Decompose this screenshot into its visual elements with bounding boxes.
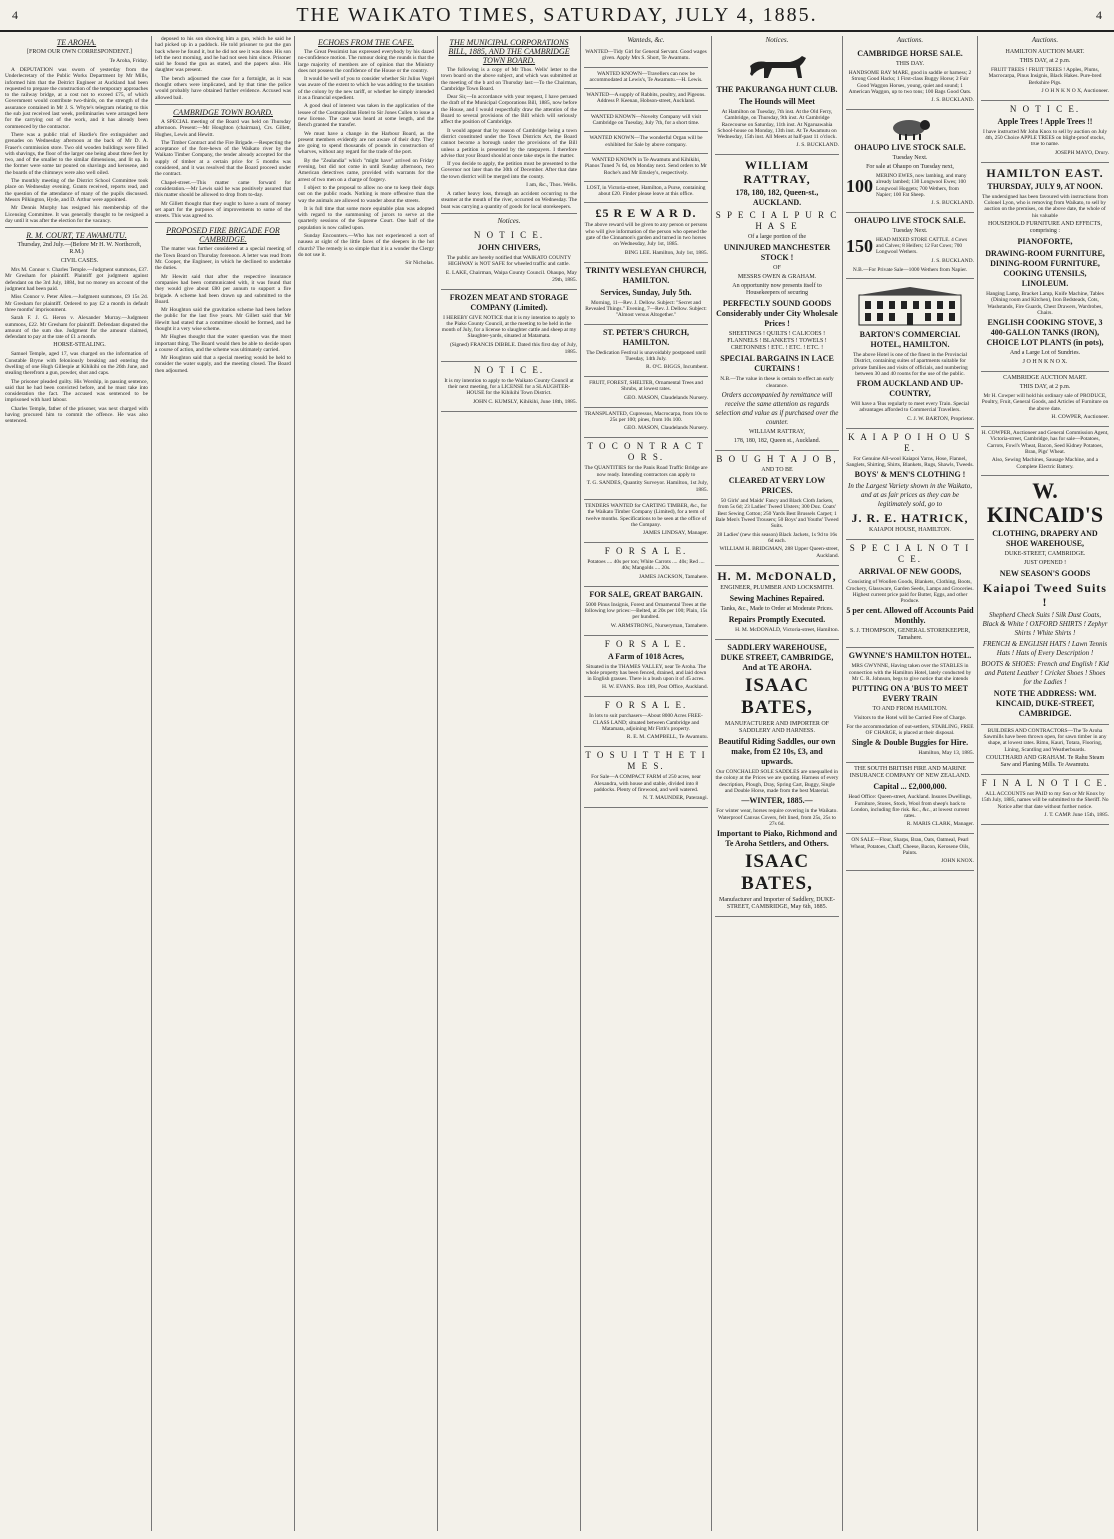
ohaupo-sheep-sale-ad <box>846 110 974 213</box>
subheading-civil-cases: CIVIL CASES. <box>60 258 99 265</box>
ad-text: SHEETINGS ! QUILTS ! CALICOES ! FLANNELS ! BLANKETS ! TOWELS ! CRETONNES ! ETC. ! ETC. ! ETC. ! <box>727 331 827 352</box>
commercial-hotel-ad <box>846 279 974 429</box>
ad-title: F O R S A L E. <box>604 638 688 649</box>
ad-highlight: Single & Double Buggies for Hire. <box>851 738 969 748</box>
ad-brand: ISAAC BATES, <box>741 851 813 895</box>
ad-title: OHAUPO LIVE STOCK SALE. <box>854 143 966 153</box>
ad-title: F I N A L N O T I C E. <box>981 778 1109 789</box>
column-signature: Sir Nicholas. <box>405 260 434 267</box>
column-7 <box>842 36 977 1531</box>
insurance-ad <box>846 763 974 834</box>
article-paragraph: Chapel-street.—This matter came forward for consideration.—Mr Lewis said he was positively assured that this matter should be allowed to drop from to-day. <box>155 179 291 199</box>
wanted-ad <box>584 89 708 111</box>
article-paragraph: We must have a change in the Harbour Board, as the present members evidently are not aware of their duty. They are going to spend thousands of pounds in construction of wharves, without any regard for the trade of the port. <box>298 130 434 156</box>
ad-subtitle: CLOTHING, DRAPERY AND SHOE WAREHOUSE, <box>992 528 1098 548</box>
column-6 <box>711 36 842 1531</box>
ad-highlight: Important to Piako, Richmond and Te Aroha Settlers, and Others. <box>716 829 838 849</box>
hound-illustration-icon <box>742 52 812 82</box>
ad-text: TO AND FROM HAMILTON. <box>872 706 948 713</box>
ad-text: I have instructed Mr John Knox to sell by auction on July 4th, 250 Choice APPLE TREES on blight-proof stocks, true to name. <box>982 128 1108 148</box>
article-paragraph: It would be well of you to consider whether Sir Julius Vogel was aware of the extent to which he was adding to the taxation of the colony by the new tariff, or whether he simply intended it as a financial expedient. <box>298 76 434 102</box>
ad-signature: N. T. MAUNDER, Paterangi. <box>642 795 708 802</box>
article-paragraph: A SPECIAL meeting of the Board was held on Thursday afternoon. Present:—Mr Houghton (chairman), Crs. Gillett, Hughes, Lewis and Hewitt. <box>155 118 291 138</box>
for-sale-ad <box>584 747 708 808</box>
ad-signature: R. E. M. CAMPBELL, Te Awamutu. <box>626 734 708 741</box>
heading-rm-court: R. M. COURT, TE AWAMUTU. <box>26 231 127 241</box>
ad-text: Situated in the THAMES VALLEY, near Te Aroha. The whole property has been fenced, drained, and laid down in English grasses. There is a bush upon it of 45 acres. <box>585 663 707 683</box>
ad-text: Morning, 11—Rev. J. Dellow. Subject: "Secret and Revealed Things." Evening, 7—Rev. J. Dellow. Subject: "Almost versus Altogether." <box>585 299 707 319</box>
nursery-ad <box>584 377 708 408</box>
article-paragraph: Mr Hughes thought that the water question was the most important thing. The Board would then be able to decide upon a course of action, and the scheme was ultimately carried. <box>155 334 291 353</box>
article-paragraph: Dear Sir,—In accordance with your request, I have perused the draft of the Municipal Corporations Bill, 1885, now before the House, and I would respectfully draw the attention of the Board to several provisions of the Bill which will seriously affect the position of Cambridge. <box>441 94 577 126</box>
ad-signature: NOTE THE ADDRESS: WM. KINCAID, DUKE-STREET, CAMBRIDGE. <box>993 688 1097 718</box>
divider <box>155 222 291 223</box>
ad-subtitle: THIS DAY, at 2 p.m. <box>1019 58 1071 64</box>
for-sale-ad <box>584 697 708 747</box>
ad-text: WANTED KNOWN—Travellers can now be accommodated at Lewis's, Te Awamutu.—H. Lewis. <box>589 70 703 83</box>
ad-title: GWYNNE'S HAMILTON HOTEL. <box>848 651 972 661</box>
dateline: Te Aroha, Friday. <box>109 58 148 64</box>
ad-text: For winter wear, horses require covering in the Waikato. Waterproof Canvas Covers, felt lined, from 25s, 25s to 27s 6d. <box>716 808 838 827</box>
ad-text: The QUANTITIES for the Panis Road Traffic Bridge are now ready. Intending contractors can apply to <box>584 465 708 478</box>
ad-highlight: HOUSEHOLD FURNITURE AND EFFECTS, comprising : <box>987 220 1102 234</box>
ad-signature: J. S. BUCKLAND. <box>931 257 974 264</box>
ad-text: For Sale—A COMPACT FARM of 250 acres, near Alexandra, with house and stable, divided into 8 paddocks. Plenty of firewood, and well watered. <box>591 774 701 793</box>
notice-text: The public are hereby notified that WAIKATO COUNTY HIGHWAY is NOT SAFE for wheeled traffic and cattle. <box>446 254 572 268</box>
sheep-illustration-icon <box>885 116 935 140</box>
ad-title: CAMBRIDGE HORSE SALE. <box>857 49 963 58</box>
ad-highlight: ARRIVAL OF NEW GOODS, <box>858 567 962 577</box>
ad-signature: J. S. BUCKLAND. <box>931 97 974 104</box>
column-4 <box>437 36 580 1531</box>
ohaupo-cattle-sale-ad <box>846 213 974 279</box>
ad-text: Potatoes .... 40s per ton; White Carrots .... 40s; Red .... 40s; Mangolds .... 20s. <box>587 559 705 572</box>
ad-text: LOST, in Victoria-street, Hamilton, a Purse, containing about £20. Finder please leave at this office. <box>586 184 706 198</box>
reward-ad <box>584 203 708 262</box>
special-notice-ad <box>846 540 974 648</box>
ad-signature: GEO. MASON, Claudelands Nursery. <box>624 425 708 432</box>
article-paragraph: By the "Zealandia" which "might have" arrived on Friday evening, but did not come in until Sunday afternoon, two American detectives came, provided with warrants for the arrest of two men on a charge of forgery. <box>298 157 434 183</box>
notice-title: FROZEN MEAT AND STORAGE COMPANY (Limited). <box>449 292 569 312</box>
article-paragraph: I object to the proposal to allow no one to keep their dogs out on the public roads. Nothing is more offensive than the way the animals are allowed to wander about the streets. <box>298 184 434 204</box>
ad-title: CAMBRIDGE AUCTION MART. <box>1003 375 1087 382</box>
ad-text: HANDSOME BAY MARE, good in saddle or harness; 2 Strong Good Hacks; 1 First-class Buggy Horse; 2 Fair Good Waggon Horses, young, quiet and sound; 1 American Waggon, up to two tons; 100 Bags Good Oats. <box>848 70 972 95</box>
ad-highlight: PERFECTLY SOUND GOODS Considerably under City Wholesale Prices ! <box>716 299 838 329</box>
ad-signature: WILLIAM RATTRAY, <box>748 429 805 436</box>
ad-text: Shepherd Check Suits ! Silk Dust Coats, Black & White ! OXFORD SHIRTS ! Zephyr Shirts ! White Shirts ! <box>982 610 1108 637</box>
ad-signature: JOHN KNOX. <box>941 858 974 865</box>
section-auctions: Auctions. <box>896 36 924 44</box>
ad-highlight: —WINTER, 1885.— <box>741 796 813 806</box>
ad-text: MRS GWYNNE, Having taken over the STABLES in connection with the Hamilton Hotel, lately conducted by Mr C. R. Johnson, begs to give notice that she intends <box>848 663 972 683</box>
ad-text: For Genuine All-wool Kaiapoi Yarns, Hose, Flannel, Sanglets, Shirting, Shirts, Blankets, Rugs, Shawls, Tweeds. <box>846 455 974 468</box>
ad-title: S P E C I A L N O T I C E. <box>849 543 971 565</box>
ad-address: 178, 180, 182, Queen st., Auckland. <box>733 438 821 445</box>
ad-highlight: 5 per cent. Allowed off Accounts Paid Monthly. <box>846 606 974 626</box>
ad-text: Also, Sewing Machines, Sausage Machine, and a Complete Electric Battery. <box>991 457 1099 470</box>
ad-text: FRUIT, FOREST, SHELTER, Ornamental Trees and Shrubs, at lowest rates. <box>589 380 703 393</box>
ad-signature: R. MARIS CLARK, Manager. <box>906 821 974 828</box>
cambridge-auction-mart-ad <box>981 372 1109 427</box>
ad-subtitle: Services, Sunday, July 5th. <box>600 287 692 297</box>
ad-signature: H. M. McDONALD, Victoria-street, Hamilton. <box>735 627 839 634</box>
ad-text: Tanks, &c., Made to Order at Moderate Prices. <box>720 606 834 613</box>
notice-signature: (Signed) FRANCIS DIBBLE. Dated this first day of July, 1885. <box>449 341 577 355</box>
article-paragraph: If you decide to apply, the petition must be presented to the Governor not later than the 30th of December. After that date the town district will be merged into the county. <box>441 161 577 180</box>
heading-cambridge-town-board: CAMBRIDGE TOWN BOARD. <box>172 107 274 117</box>
notice-text: It is my intention to apply to the Waikato County Council at their next meeting, for a LICENSE for a SLAUGHTER-HOUSE for the Kihikihi Town District. <box>444 377 574 397</box>
notice-slaughter-house <box>441 362 577 412</box>
kaiapoi-house-ad <box>846 429 974 541</box>
ad-brand: J. R. E. HATRICK, <box>851 511 969 526</box>
ad-text: FRUIT TREES ! FRUIT TREES ! Apples, Plums, Macrocarpa, Pinus Insignis, Black Hakes. Pure-bred Berkshire Pigs. <box>988 67 1102 86</box>
ad-signature: COULTHARD AND GRAHAM. Te Rahu Steam Saw and Planing Mills. Te Awamutu. <box>985 755 1105 769</box>
article-paragraph: Miss Connor v. Peter Allen.—Judgment summons, £9 15s 2d. Mr Gresham for plaintiff. Ordered to pay £2 a month in default three months' imprisonment. <box>5 294 148 313</box>
ad-text: The undersigned has been favoured with instructions from Colonel Lyon, who is removing from Waikato, to sell by auction on the premises, on the above date, the whole of his valuable <box>982 193 1108 219</box>
ad-text: For sale at Ohaupo on Tuesday next, <box>866 164 954 171</box>
notice-frozen-meat <box>441 290 577 362</box>
heading-fire-brigade: PROPOSED FIRE BRIGADE FOR CAMBRIDGE. <box>166 226 280 245</box>
page-number-left: 4 <box>12 8 18 22</box>
ad-title: H. M. McDONALD, <box>717 569 837 584</box>
ad-signature: J. S. BUCKLAND. <box>796 142 839 149</box>
hamilton-east-sale-ad <box>981 163 1109 372</box>
ad-text: An opportunity now presents itself to Housekeepers of securing <box>732 283 822 297</box>
ad-text: JUST OPENED ! <box>1023 559 1067 566</box>
ad-text: ON SALE—Flour, Sharps, Bran, Oats, Oatmeal, Pearl Wheat, Potatoes, Chaff, Cheese, Bacon, Kerosene Oils, Paints. <box>850 837 970 857</box>
article-paragraph: A good deal of interest was taken in the application of the lessee of the Cosmopolitan Hotel to Sir Jones Cullen to issue a new license. The case was heard at some length, and the Bench granted the transfer. <box>298 103 434 129</box>
ad-highlight: PIANOFORTE, <box>1017 236 1073 246</box>
article-paragraph: It would appear that by reason of Cambridge being a town district constituted under the Town Districts Act, the Board cannot become a borough under the provisions of the Bill unless a petition is presented by the ratepayers. I therefore advise that your Board should at once take steps in the matter. <box>441 127 577 159</box>
ad-text: In the Largest Variety shown in the Waikato, and at as fair prices as they can be legitimately sold, go to <box>848 482 972 509</box>
divider <box>441 213 577 214</box>
heading-echoes-from-the-cafe: ECHOES FROM THE CAFE. <box>318 38 414 47</box>
for-sale-ad <box>584 543 708 587</box>
ad-text: ALL ACCOUNTS not PAID to my Son or Mr Knox by 15th July, 1885, names will be submitted to the Sheriff. No Notice after that date without further notice. <box>981 791 1109 810</box>
masthead <box>0 0 1114 32</box>
reward-amount: £5 R E W A R D. <box>595 206 697 221</box>
ad-title: T O C O N T R A C T O R S. <box>587 441 705 463</box>
article-paragraph: Sarah F. J. G. Heron v. Alexander Murray.—Judgment summons, £22. Mr Gresham for plaintiff. Defendant disputed the amount of the sum due. Judgment for the amount claimed, defendant to pay at the rate of £1 a month. <box>5 315 148 341</box>
wanted-ad <box>584 111 708 133</box>
ad-subtitle: ENGINEER, PLUMBER AND LOCKSMITH. <box>720 585 834 592</box>
letter-signature: I am, &c., Thos. Wells. <box>526 182 577 189</box>
wanted-ad <box>584 68 708 90</box>
ad-text: And a Large Lot of Sundries. <box>1009 350 1081 357</box>
column-1 <box>2 36 151 1531</box>
ad-subtitle: A Farm of 1018 Acres, <box>607 651 685 661</box>
ad-signature: J. S. BUCKLAND. <box>931 200 974 206</box>
ad-signature: GEO. MASON, Claudelands Nursery. <box>624 394 708 401</box>
ad-title: THE SOUTH BRITISH FIRE AND MARINE INSURANCE COMPANY OF NEW ZEALAND. <box>849 766 971 780</box>
ad-subtitle: The Hounds will Meet <box>739 97 815 106</box>
ad-highlight: NEW SEASON'S GOODS <box>999 568 1091 578</box>
ad-address: 178, 180, 182, Queen-st., AUCKLAND. <box>735 188 819 208</box>
article-paragraph: Mr Houghton said the gravitation scheme had been before the public for the last five years. Mr Gillett said that Mr Hewitt had stated that a committee should be formed, and he thought it a very wise scheme. <box>155 307 291 332</box>
ad-signature: JAMES LINDSAY, Manager. <box>642 530 708 537</box>
ad-text: Consisting of Woollen Goods, Blankets, Clothing, Boots, Crockery, Glassware, Garden Seeds, Lamps and Groceries. Highest current price paid for Butter, Eggs, and other Produce. <box>846 579 974 605</box>
heading-municipal-corporations: THE MUNICIPAL CORPORATIONS BILL, 1885, AND THE CAMBRIDGE TOWN BOARD. <box>448 38 570 65</box>
article-paragraph: There was a public trial of Hardie's fire extinguisher and grenades on Wednesday afternoon at the back of Mr D. A. Fraser's commission store. Two old wooden buildings were filled with shavings, the floor of the larger one being about three feet by two, and of the smaller to the similar dimensions, and lit up. In the former were some tar poured on shavings and kerosene, and the boards of the chimneys were also well oiled. <box>5 131 148 176</box>
ad-title: N O T I C E. <box>1009 103 1081 114</box>
section-notices: Notices. <box>765 36 789 44</box>
divider <box>5 227 148 228</box>
notice-title: N O T I C E. <box>473 229 545 240</box>
ad-text: Will have a 'Bus regularly to meet every Train. Special advantages afforded to Commercial Travellers. <box>850 401 970 414</box>
ad-title: OHAUPO LIVE STOCK SALE. <box>854 216 966 225</box>
hamilton-auction-mart-ad <box>981 46 1109 101</box>
ad-title: SADDLERY WAREHOUSE, DUKE STREET, CAMBRIDGE, And at TE AROHA. <box>720 643 834 673</box>
heading-te-aroha: TE AROHA. <box>56 38 97 47</box>
article-paragraph: The following is a copy of Mr Thos. Wells' letter to the town board on the above subject, and which was submitted at the meeting of the b ard on Thursday last:—To the Chairman, Cambridge Town Board. <box>441 67 577 92</box>
ad-text: Of a large portion of the <box>747 234 807 241</box>
article-paragraph: The matter was further considered at a special meeting of the Town Board on Thursday forenoon. A letter was read from Mr. Cooper, the Engineer, in which he declined to undertake the duties. <box>155 246 291 272</box>
ad-highlight: CLEARED AT VERY LOW PRICES. <box>728 476 826 496</box>
ad-text: OF <box>773 265 781 272</box>
ad-text: FRENCH & ENGLISH HATS ! Lawn Tennis Hats ! Hats of Every Description ! <box>982 639 1108 657</box>
article-paragraph: Mr Houghton said that a special meeting would be held to consider the water supply, and the meeting closed. The Board then adjourned. <box>155 355 291 374</box>
ad-text: The above Hotel is one of the finest in the Provincial District, containing suites of apartments suitable for private families and visits of officials, and numbering between 30 and 40 rooms for the use of the public. <box>852 351 968 377</box>
page-number-right: 4 <box>1096 8 1102 22</box>
bought-a-job-ad <box>715 451 839 566</box>
sale-lot <box>846 237 974 256</box>
article-paragraph: The bench adjourned the case for a fortnight, as it was thought others were implicated, and by that time the police would probably have obtained further evidence. Accused was allowed bail. <box>155 75 291 101</box>
lost-ad <box>584 182 708 204</box>
court-date: Thursday, 2nd July.—(Before Mr H. W. Northcroft, R.M.) <box>17 242 142 256</box>
ad-title: F O R S A L E. <box>604 700 688 711</box>
ad-text: For the accommodation of out-settlers, STABLING, FREE OF CHARGE, is placed at their disposal. <box>846 723 974 736</box>
isaac-bates-ad <box>715 640 839 917</box>
ad-highlight: Kaiapoi Tweed Suits ! <box>983 580 1107 609</box>
ad-brand: ISAAC BATES, <box>741 675 813 719</box>
article-paragraph: Charles Temple, father of the prisoner, was next charged with having procured him to commit the offence. He was also sentenced. <box>5 405 148 425</box>
ad-highlight: SPECIAL BARGAINS IN LACE CURTAINS ! <box>720 354 834 374</box>
lot-description: MERINO EWES, now lambing, and many already lambed; 130 Longwool Ewes; 100 Longwool Hoggets; 700 Wethers, from Napier; 100 Fat Sheep. <box>876 173 967 198</box>
subheading-horse-stealing: HORSE-STEALING. <box>53 342 106 349</box>
for-sale-ad <box>584 636 708 698</box>
wanted-ad <box>584 46 708 68</box>
ad-text: TRANSPLANTED, Cupressus, Macrocarpa, from 10s to 25s per 100; pines, from 10s 100. <box>584 410 708 424</box>
ad-highlight: BOYS' & MEN'S CLOTHING ! <box>854 470 966 480</box>
notice-text: I HEREBY GIVE NOTICE that it is my intention to apply to the Piako County Council, at the meeting to be held in the month of July, for a license to slaughter cattle and sheep at my Slaughter-yards, situated at Matamata. <box>441 314 577 340</box>
nursery-ad <box>584 408 708 439</box>
ad-signature: JOSEPH MAYO, Drury. <box>1054 149 1109 156</box>
ad-title: K A I A P O I H O U S E. <box>848 431 972 453</box>
ad-signature: J. T. CAMP. June 15th, 1885. <box>1044 811 1109 818</box>
ad-highlight: ENGLISH COOKING STOVE, 3 400-GALLON TANKS (IRON), CHOICE LOT PLANTS (in pots), <box>986 318 1104 348</box>
ad-text: 50 Girls' and Maids' Fancy and Black Cloth Jackets, from 5s 6d; 23 Ladies' Tweed Ulsters; 300 Doz. Coats' Best Sewing Cotton; 250 Yards Best Brussels Carpet; 1 Bale Men's Tweed Trousers; 50 Boys' and Youths' Tweed Suits. <box>715 498 839 530</box>
ad-signature: Hamilton, May 13, 1885. <box>918 750 974 757</box>
article-paragraph: Mr Gillett thought that they ought to have a sum of money set apart for the purposes of improvements to some of the streets. This was agreed to. <box>155 200 291 220</box>
contractors-ad <box>584 438 708 500</box>
notice-name: JOHN CHIVERS, <box>477 242 541 252</box>
ad-title: BARTON'S COMMERCIAL HOTEL, HAMILTON. <box>859 329 961 349</box>
article-paragraph: A DEPUTATION was sworn of yesterday from the Underlecretary of the Public Works Department by Mr Mills, informed him that the Deitrict Engineer at Auckland had been requested to prepare the construction of the temporary approaches to the railway bridge, at a cost not to exceed £75, of which Government would contribute two-thirds, on the strength of the assurance contained in Mr J. S. Whyte's telegram relating to this the sub just received last week, preliminaries were arranged here for the carrying out of the work, and it has already been commenced by the contractor. <box>5 67 148 130</box>
apple-trees-notice-ad <box>981 101 1109 163</box>
article-paragraph: A rather heavy loss, through an accident occurring to the steamer at the mouth of the river, occurred on Wednesday. The boat was carrying a quantity of goods for local storekeepers. <box>441 191 577 210</box>
ad-text: The Dedication Festival is unavoidably postponed until Tuesday, 14th July. <box>586 349 706 362</box>
article-paragraph: Mrs M. Connor v. Charles Temple.—Judgment summons, £37. Mr Gresham for plaintiff. Plaintiff got judgment against defendant on the 3rd July, 1884, but no money on account of the judgment had been paid. <box>5 267 148 293</box>
ad-title: FOR SALE, GREAT BARGAIN. <box>589 589 703 599</box>
on-sale-ad <box>846 834 974 871</box>
ad-signature: H. W. EVANS. Box 189, Post Office, Auckland. <box>602 684 708 691</box>
article-paragraph: Mr Dennis Murphy has resigned his membership of the Licensing Committee. It was generally thought to be resigned a day until it was after the election for the vacancy. <box>5 205 148 224</box>
ad-signature: H. COWPER, Auctioneer. <box>1051 414 1109 421</box>
rattray-ad <box>715 155 839 451</box>
notice-waikato-county <box>441 227 577 290</box>
ad-title: T O S U I T T H E T I M E S. <box>585 750 707 772</box>
article-paragraph: Mr Hewitt said that after the respective insurance companies had been communicated with, it was found that they would give about £80 per annum to support a fire brigade. A scheme had been drawn up and submitted to the Board. <box>155 273 291 305</box>
article-paragraph: deposed to his son showing him a gun, which he said he had picked up in a paddock. He told prisoner to put the gun back where he found it, but he did not see it was done. His son left the next morning, and he had not seen him since. Prisoner said he found the gun as stated, and the papers also. His daughter was present. <box>155 36 291 74</box>
ad-text: Mr H. Cowper will hold his ordinary sale of PRODUCE, Poultry, Fruit, General Goods, and Articles of Furniture on the above date. <box>981 393 1109 412</box>
notice-title: N O T I C E. <box>473 364 545 375</box>
article-paragraph: The Great Pessimist has expressed everybody by his dazed no-confidence motion. The rumour doing the rounds is that the large majority of members are of opinion that the Ministry does not possess the confidence of the House or the country. <box>298 49 434 74</box>
ad-text: WANTED—A supply of Rabbits, poultry, and Pigeons. Address P. Keenan, Hobson-street, Auckland. <box>586 92 706 105</box>
ad-subtitle: Tuesday Next. <box>892 155 928 162</box>
ad-signature: S. J. THOMPSON, GENERAL STOREKEEPER, Tamahere. <box>850 628 970 642</box>
article-paragraph: The Timber Contract and the Fire Brigade.—Respecting the acceptance of the fore-hewn of the Waikato river by the Waikato Timber Company, the tender already accepted for the supply of timber at a certain price for 5 months was considered, and it was resolved that the Board proceed under the contract. <box>155 139 291 178</box>
ad-text: The above reward will be given to any person or persons who will give information of the person who opened the gate of the Cinnamon's garden and turned in two horses on Wednesday, July 1st, 1885. <box>584 222 708 248</box>
cowper-agent-ad <box>981 427 1109 476</box>
ad-signature: J O H N K N O X. <box>1022 359 1068 366</box>
ad-signature: T. G. SANDES, Quantity Surveyor. Hamilton, 1st July, 1885. <box>586 479 708 493</box>
ad-text: Visitors to the Hotel will be Carried Free of Charge. <box>853 715 967 722</box>
ad-highlight: PUTTING ON A 'BUS TO MEET EVERY TRAIN <box>852 684 968 704</box>
ad-highlight: Beautiful Riding Saddles, our own make, from £2 10s, £3, and upwards. <box>718 737 836 767</box>
ad-text: AND TO BE <box>761 467 793 474</box>
ad-signature: C. J. W. BARTON, Proprietor. <box>907 415 974 422</box>
ad-subtitle: THURSDAY, JULY 9, AT NOON. <box>987 181 1103 191</box>
ad-text: WANTED—Tidy Girl for General Servant. Good wages given. Apply Mrs S. Short, Te Awamutu. <box>585 49 707 62</box>
hotel-building-illustration-icon <box>855 285 965 327</box>
ad-text: N.B.—The value in these is certain to effect an early clearance. <box>720 376 834 389</box>
ad-signature: R. O'C. BIGGS, Incumbent. <box>646 364 708 371</box>
ad-text: 28 Ladies' (new this season) Black Jackets, 1s 9d to 16s 6d each. <box>716 531 838 544</box>
ad-highlight: Apple Trees ! Apple Trees !! <box>997 116 1093 126</box>
notice-signature: JOHN C. KUMSLY, Kihikihi, June 18th, 1885. <box>472 398 577 405</box>
ad-text: BOOTS & SHOES: French and English ! Kid and Patent Leather ! Cricket Shoes ! Shoes for the Ladies ! <box>981 659 1109 686</box>
kincaid-ad <box>981 476 1109 725</box>
ad-text: Our CONCHALED SOLE SADDLES are unequalled in the colony at the Prices we are quoting. Harness of every description, Plough, Dray, Spring Cart, Buggy, Single and Double Horse, made from the best Material. <box>715 769 839 795</box>
ad-text: WANTED KNOWN—Novelty Company will visit Cambridge on Tuesday, July 7th, for a short time. <box>590 113 702 127</box>
ad-title: ST. PETER'S CHURCH, HAMILTON. <box>602 327 690 347</box>
ad-subtitle: MANUFACTURER AND IMPORTER OF SADDLERY AND HARNESS. <box>724 721 830 735</box>
gwynne-hotel-ad <box>846 648 974 763</box>
column-3 <box>294 36 437 1531</box>
ad-highlight: DRAWING-ROOM FURNITURE, DINING-ROOM FURNITURE, COOKING UTENSILS, LINOLEUM. <box>985 248 1105 288</box>
church-ad-st-peters <box>584 325 708 378</box>
lot-number: 150 <box>846 236 873 257</box>
wanted-ad <box>584 132 708 154</box>
ad-brand: W. KINCAID'S <box>986 477 1104 527</box>
article-paragraph: Sunday Encounters.—Who has not experienced a sort of nausea at sight of the little faces of the sleepers in the hot church? The remedy is so simple that it is a wonder the Clergy do not use it. <box>298 233 434 258</box>
ad-text: N.B.—For Private Sale—1000 Wethers from Napier. <box>852 266 968 273</box>
ad-signature: WILLIAM H. BRIDGMAN, 288 Upper Queen-street, Auckland. <box>719 546 839 560</box>
section-wanteds: Wanteds, &c. <box>627 36 665 44</box>
article-paragraph: It is full time that some more equitable plan was adopted with regard to the summoning of jurors to serve at the quarterly sessions of the Supreme Court. One half of the population is now called upon. <box>298 205 434 231</box>
ad-title: HAMILTON EAST. <box>986 165 1104 180</box>
ad-text: TENDERS WANTED for CARTING TIMBER, &c., for the Waikato Timber Company (Limited), for a term of twelve months. Specifications to be seen at the office of the Company. <box>584 502 708 528</box>
ad-subtitle: Tuesday Next. <box>892 228 928 234</box>
lot-description: HEAD MIXED STORE CATTLE. 4 Cows and Calves; 8 Heifers; 12 Fat Cows; 700 Longwool Wethers. <box>876 237 968 256</box>
ad-signature: W. ARMSTRONG, Nurseryman, Tamahere. <box>610 622 708 629</box>
column-5 <box>580 36 711 1531</box>
ad-highlight: Capital ... £2,000,000. <box>873 782 947 792</box>
ad-signature: BING LEE. Hamilton, July 1st, 1885. <box>624 249 708 256</box>
ad-signature: Manufacturer and Importer of Saddlery, DUKE-STREET, CAMBRIDGE, May 6th, 1885. <box>719 897 835 911</box>
ad-text: Head Office: Queen-street, Auckland. Insures Dwellings, Furniture, Stores, Stock, Wool from sheep's back to London, including fire risk. &c., &c., at lowest current rates. <box>848 794 972 820</box>
church-ad-trinity <box>584 263 708 325</box>
ad-text: Hanging Lamp, Bracket Lamp, Knife Machine, Tables (Dining room and Kitchen), Iron Bedsteads, Cots, Washstands, Fire Guards, Chest Drawers, Wardrobes, Chairs. <box>986 290 1104 316</box>
ad-title: WILLIAM RATTRAY, <box>743 158 811 187</box>
ad-highlight: Sewing Machines Repaired. <box>729 594 825 604</box>
ad-highlight: FROM AUCKLAND AND UP-COUNTRY, <box>856 379 964 399</box>
ad-title: HAMILTON AUCTION MART. <box>1005 49 1085 55</box>
correspondent-note: [FROM OUR OWN CORRESPONDENT.] <box>27 49 132 55</box>
tenders-ad <box>584 500 708 543</box>
notice-signature: E. LAKE, Chairman, Waipa County Council. Ohaupo, May 29th, 1885. <box>445 269 577 283</box>
final-notice-ad <box>981 775 1109 825</box>
lot-number: 100 <box>846 175 873 196</box>
ad-text: At Hamilton on Tuesday, 7th inst. At the Old Ferry, Cambridge, on Thursday, 9th inst. At Cambridge Racecourse on Saturday, 11th inst. At Ngaruawahia School-house on Monday, 13th inst. At Te Awamutu on Wednesday, 15th inst. All Meets at half-past 11 o'clock. <box>717 109 837 141</box>
ad-text: Orders accompanied by remittance will receive the same attention as regards selection and value as if purchased over the counter. <box>715 391 839 427</box>
ad-text: WANTED KNOWN—The wonderful Organ will be exhibited for Sale by above company. <box>589 135 703 148</box>
hunt-club-ad <box>715 46 839 155</box>
ad-signature: JAMES JACKSON, Tamahere. <box>638 573 708 580</box>
ad-subtitle: S P E C I A L P U R C H A S E <box>715 210 839 232</box>
ad-text: BUILDERS AND CONTRACTORS—The Te Aroha Sawmills have been thrown open, for sawn timber in any shape, at lowest rates. Rimu, Kauri, Totara, Flooring, Lining, Scantling and Weatherboards. <box>983 727 1107 753</box>
ad-address: DUKE-STREET, CAMBRIDGE. <box>1004 550 1086 557</box>
sale-lot <box>846 173 974 198</box>
ad-title: TRINITY WESLEYAN CHURCH, HAMILTON. <box>585 265 707 285</box>
ad-highlight: UNINJURED MANCHESTER STOCK ! <box>723 243 831 263</box>
ad-subtitle: THIS DAY, at 2 p.m. <box>1019 384 1071 391</box>
ad-title: B O U G H T A J O B, <box>716 454 838 465</box>
builders-ad <box>981 725 1109 775</box>
article-paragraph: The monthly meeting of the District School Committee took place on Wednesday evening. Grants received, reports read, and the question of the attendance of many of the pupils discussed. Messrs Pilkington, Hyde, and D. Arthur were appointed. <box>5 178 148 203</box>
section-auctions: Auctions. <box>1031 36 1059 44</box>
ad-text: 5000 Pinus Insignis, Forest and Ornamental Trees at the following low prices:—Belted, at 20s per 100; Plain, 15s per hundred. <box>584 601 708 621</box>
ad-highlight: Repairs Promptly Executed. <box>728 615 826 625</box>
for-sale-ad <box>584 587 708 636</box>
ad-title: THE PAKURANGA HUNT CLUB. <box>716 85 838 94</box>
ad-text: H. COWPER, Auctioneer and General Commission Agent, Victoria-street, Cambridge, has for sale—Potatoes, Carrots, Fowl's Wheat, Bacon, Seed Kidney Potatoes, Bran, Pigs' Wheat. <box>981 430 1109 455</box>
article-paragraph: Samuel Temple, aged 17, was charged on the information of Constable Bryne with feloniously breaking and entering the dwelling of one Hugh Gillespie at Kihikihi on the 26th June, and stealing therefrom a gun, powder, shot and caps. <box>5 351 148 377</box>
ad-text: MESSRS OWEN & GRAHAM. <box>737 274 817 281</box>
column-2 <box>151 36 294 1531</box>
divider <box>155 104 291 105</box>
ad-text: WANTED KNOWN in Te Awamutu and Kihikihi, Pianos Tuned 7s 6d, on Monday next. Send orders to Mr Roche's and Mr Emsley's, respectively. <box>585 156 707 176</box>
wanted-ad <box>584 154 708 182</box>
ad-text: In lots to suit purchasers—About 8000 Acres FREE-CLASS LAND; situated between Cambridge and Matamata, adjoining Mr Firth's property. <box>589 713 703 733</box>
mcdonald-ad <box>715 566 839 640</box>
article-paragraph: The prisoner pleaded guilty. His Worship, in passing sentence, said that he had been convicted before, and he must take into consideration the fact. The accused was sentenced to be imprisoned with hard labour. <box>5 378 148 404</box>
ad-signature: KAIAPOI HOUSE, HAMILTON. <box>868 527 951 534</box>
column-8 <box>977 36 1112 1531</box>
cambridge-horse-sale-ad <box>846 46 974 110</box>
ad-title: F O R S A L E. <box>604 546 688 557</box>
ad-signature: J O H N K N O X, Auctioneer. <box>1041 87 1109 94</box>
ad-subtitle: THIS DAY. <box>895 61 924 67</box>
newspaper-title: THE WAIKATO TIMES, SATURDAY, JULY 4, 1885. <box>296 4 818 26</box>
section-notices: Notices. <box>497 216 521 225</box>
